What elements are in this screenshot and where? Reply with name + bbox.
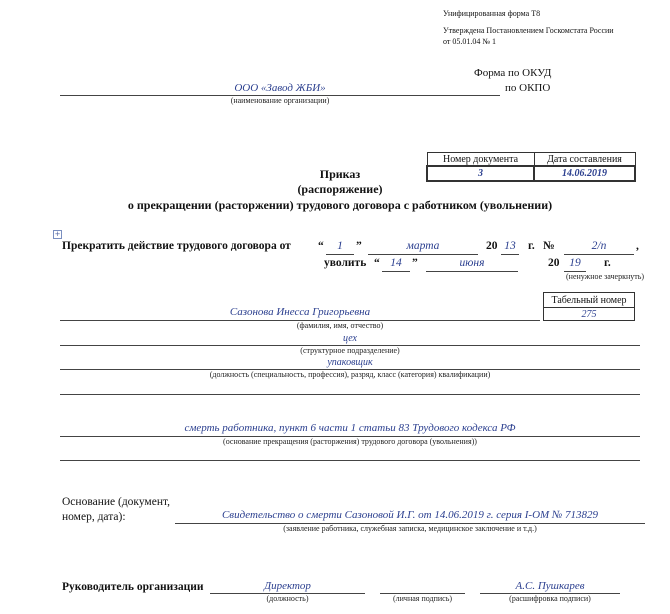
position: упаковщик <box>327 357 373 368</box>
terminate-open-quote: “ <box>318 240 324 252</box>
title-subject: о прекращении (расторжении) трудового договора с работником (увольнении) <box>127 198 553 212</box>
terminate-month: марта <box>406 240 440 252</box>
position-caption: (должность (специальность, профессия), разряд, класс (категория) квалификации) <box>209 370 491 379</box>
position-extra-line <box>60 394 640 395</box>
okpo-label: по ОКПО <box>505 82 551 94</box>
head-position-caption: (должность) <box>266 594 309 603</box>
dismiss-month-line <box>426 271 518 272</box>
employee-name-caption: (фамилия, имя, отчество) <box>296 321 384 330</box>
reason: смерть работника, пункт 6 части 1 статьи 83 Трудового кодекса РФ <box>184 422 516 434</box>
basis-label-line2: номер, дата): <box>62 511 126 523</box>
terminate-comma: , <box>636 240 639 252</box>
dismiss-month: июня <box>459 257 485 269</box>
reason-caption: (основание прекращения (расторжения) трудового договора (увольнения)) <box>223 437 477 446</box>
tabel-header: Табельный номер <box>544 293 635 308</box>
doc-number-value: 3 <box>427 166 534 181</box>
head-label: Руководитель организации <box>62 581 204 593</box>
reason-extra-line <box>60 460 640 461</box>
okud-label: Форма по ОКУД <box>474 67 552 79</box>
doc-number-table <box>426 152 636 182</box>
terminate-year-prefix: 20 <box>486 240 498 252</box>
title-prikaz: Приказ <box>319 167 361 181</box>
terminate-month-line <box>368 254 478 255</box>
organization-name: ООО «Завод ЖБИ» <box>234 82 326 94</box>
terminate-g: г. <box>528 240 535 252</box>
form-header-line2: Утверждена Постановлением Госкомстата России <box>443 26 614 35</box>
terminate-year: 13 <box>504 240 516 252</box>
employee-name: Сазонова Инесса Григорьевна <box>229 306 371 318</box>
head-name: А.С. Пушкарев <box>515 580 585 592</box>
dismiss-close-quote: ” <box>412 257 418 269</box>
terminate-day: 1 <box>337 240 343 252</box>
dismiss-day: 14 <box>390 257 402 269</box>
basis-caption: (заявление работника, служебная записка, медицинское заключение и т.д.) <box>283 524 537 533</box>
head-signature-caption: (личная подпись) <box>392 594 453 603</box>
department: цех <box>343 333 357 344</box>
tabel-table <box>543 292 635 321</box>
terminate-num-sign: № <box>543 240 555 252</box>
dismiss-year-prefix: 20 <box>548 257 560 269</box>
form-header-line3: от 05.01.04 № 1 <box>443 37 497 46</box>
tabel-value: 275 <box>544 308 635 321</box>
basis-label-line1: Основание (документ, <box>62 496 171 508</box>
terminate-close-quote: ” <box>356 240 362 252</box>
head-name-caption: (расшифровка подписи) <box>509 594 591 603</box>
department-caption: (структурное подразделение) <box>300 346 400 355</box>
doc-date-value: 14.06.2019 <box>534 166 635 181</box>
terminate-year-line <box>501 254 519 255</box>
doc-date-header: Дата составления <box>534 153 635 167</box>
terminate-number: 2/п <box>591 240 607 252</box>
doc-number-header: Номер документа <box>427 153 534 167</box>
terminate-label: Прекратить действие трудового договора от <box>62 240 291 252</box>
basis-value: Свидетельство о смерти Сазоновой И.Г. от 14.06.2019 г. серия I-ОМ № 713829 <box>221 509 599 521</box>
form-header-line1: Унифицированная форма Т8 <box>443 9 541 18</box>
dismiss-open-quote: “ <box>374 257 380 269</box>
dismiss-g: г. <box>604 257 611 269</box>
dismiss-note: (ненужное зачеркнуть) <box>566 272 645 281</box>
head-position: Директор <box>264 580 311 592</box>
dismiss-day-line <box>382 271 410 272</box>
title-rasporyazhenie: (распоряжение) <box>297 182 383 196</box>
organization-caption: (наименование организации) <box>230 96 330 105</box>
expand-marker-icon[interactable]: + <box>54 230 61 238</box>
terminate-number-line <box>564 254 634 255</box>
terminate-day-line <box>326 254 354 255</box>
dismiss-label: уволить <box>324 257 367 269</box>
dismiss-year: 19 <box>569 257 581 269</box>
